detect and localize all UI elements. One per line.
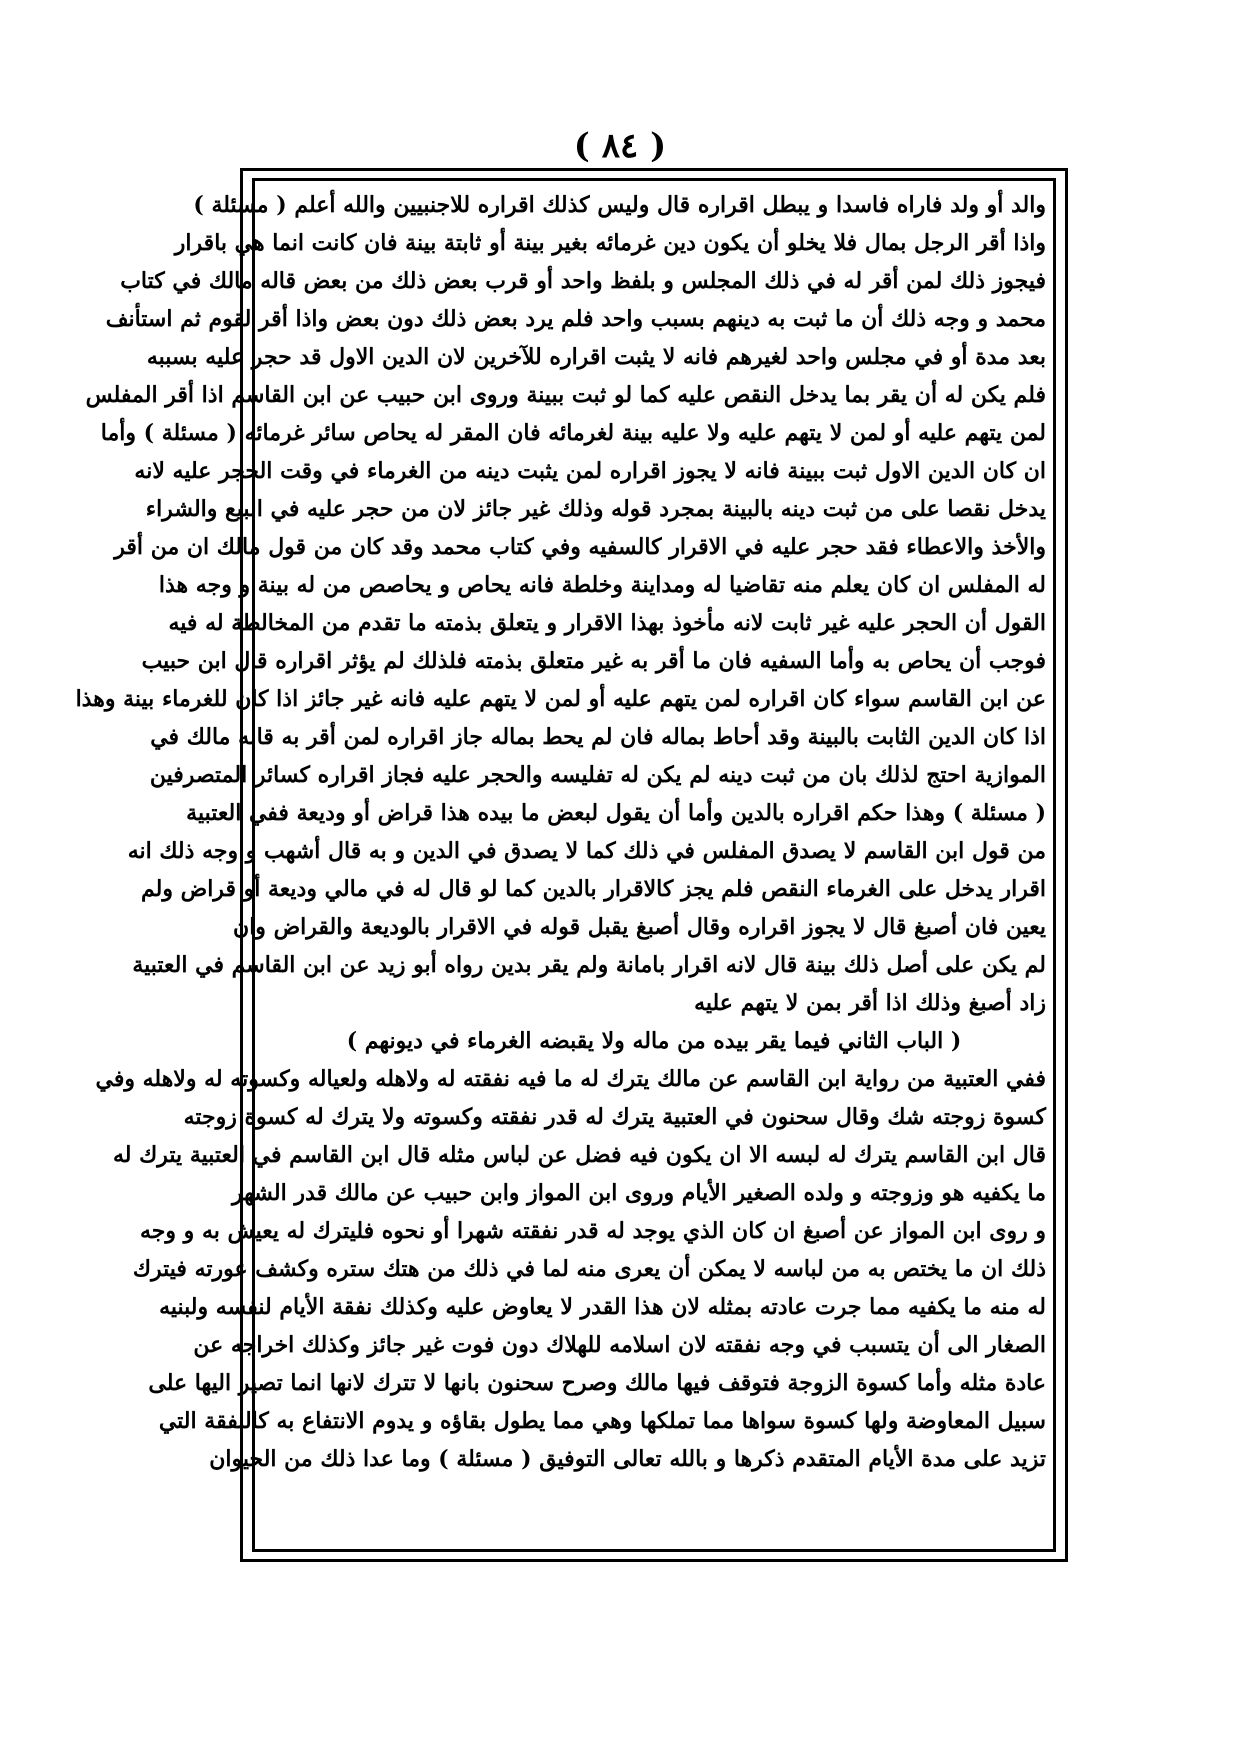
text-line: فوجب أن يحاص به وأما السفيه فان ما أقر به غير متعلق بذمته فلذلك لم يؤثر اقراره قال ابن حبيب (141, 648, 1046, 674)
chapter-heading: ( الباب الثاني فيما يقر بيده من ماله ولا يقبضه الغرماء في ديونهم ) (346, 1028, 962, 1054)
text-line: بعد مدة أو في مجلس واحد لغيرهم فانه لا يثبت اقراره للآخرين لان الدين الاول قد حجر عليه بسببه (146, 344, 1046, 370)
text-line: قال ابن القاسم يترك له لبسه الا ان يكون فيه فضل عن لباس مثله قال ابن القاسم في العتبية يترك له (112, 1142, 1046, 1168)
text-line: والأخذ والاعطاء فقد حجر عليه في الاقرار كالسفيه وفي كتاب محمد وقد كان من قول مالك ان من أقر (114, 534, 1046, 560)
text-line: محمد و وجه ذلك أن ما ثبت به دينهم بسبب واحد فلم يرد بعض ذلك دون بعض واذا أقر لقوم ثم استأنف (105, 306, 1046, 332)
text-line: عن ابن القاسم سواء كان اقراره لمن يتهم عليه أو لمن لا يتهم عليه فانه غير جائز اذا كان للغرماء بينة وهذا (75, 686, 1046, 712)
text-line: من قول ابن القاسم لا يصدق المفلس في ذلك كما لا يصدق في الدين و به قال أشهب و وجه ذلك انه (127, 838, 1046, 864)
text-line: له منه ما يكفيه مما جرت عادته بمثله لان هذا القدر لا يعاوض عليه وكذلك نفقة الأيام لنفسه ولبنيه (159, 1294, 1046, 1320)
text-line: الصغار الى أن يتسبب في وجه نفقته لان اسلامه للهلاك دون فوت غير جائز وكذلك اخراجه عن (193, 1332, 1046, 1358)
page-text-block (75, 184, 1050, 1546)
text-line: يعين فان أصبغ قال لا يجوز اقراره وقال أصبغ يقبل قوله في الاقرار بالوديعة والقراض وان (233, 914, 1046, 940)
text-line: الموازية احتج لذلك بان من ثبت دينه لم يكن له تفليسه والحجر عليه فجاز اقراره كسائر المتصرفين (149, 762, 1046, 788)
page-number: ( ٨٤ ) (573, 126, 667, 166)
text-line: والد أو ولد فاراه فاسدا و يبطل اقراره قال وليس كذلك اقراره للاجنبيين والله أعلم ( مسئلة ) (193, 192, 1046, 218)
text-line: لم يكن على أصل ذلك بينة قال لانه اقرار بامانة ولم يقر بدين رواه أبو زيد عن ابن القاسم في العتبية (132, 952, 1046, 978)
text-line: اذا كان الدين الثابت بالبينة وقد أحاط بماله فان لم يحط بماله جاز اقراره لمن أقر به قاله مالك في (150, 724, 1046, 750)
text-line: اقرار يدخل على الغرماء النقص فلم يجز كالاقرار بالدين كما لو قال له في مالي وديعة أو قراض ولم (140, 876, 1046, 902)
text-line: واذا أقر الرجل بمال فلا يخلو أن يكون دين غرمائه بغير بينة أو ثابتة بينة فان كانت انما هي باقرار (174, 230, 1046, 256)
text-line: تزيد على مدة الأيام المتقدم ذكرها و بالله تعالى التوفيق ( مسئلة ) وما عدا ذلك من الحيوان (209, 1446, 1046, 1472)
text-line: ذلك ان ما يختص به من لباسه لا يمكن أن يعرى منه لما في ذلك من هتك ستره وكشف عورته فيترك (132, 1256, 1046, 1282)
text-line: ففي العتبية من رواية ابن القاسم عن مالك يترك له ما فيه نفقته له ولاهله ولعياله وكسوته له ولاهله وفي (95, 1066, 1046, 1092)
text-line: و روى ابن المواز عن أصبغ ان كان الذي يوجد له قدر نفقته شهرا أو نحوه فليترك له يعيش به و وجه (140, 1218, 1046, 1244)
text-line: ان كان الدين الاول ثبت ببينة فانه لا يجوز اقراره لمن يثبت دينه من الغرماء في وقت الحجر عليه لانه (134, 458, 1046, 484)
text-line: كسوة زوجته شك وقال سحنون في العتبية يترك له قدر نفقته وكسوته ولا يترك له كسوة زوجته (183, 1104, 1046, 1130)
text-line: سبيل المعاوضة ولها كسوة سواها مما تملكها وهي مما يطول بقاؤه و يدوم الانتفاع به كالنفقة التي (158, 1408, 1046, 1434)
text-line: ما يكفيه هو وزوجته و ولده الصغير الأيام وروى ابن المواز وابن حبيب عن مالك قدر الشهر (232, 1180, 1046, 1206)
text-line: عادة مثله وأما كسوة الزوجة فتوقف فيها مالك وصرح سحنون بانها لا تترك لانها انما تصير اليها على (148, 1370, 1046, 1396)
text-line: فلم يكن له أن يقر بما يدخل النقص عليه كما لو ثبت ببينة وروى ابن حبيب عن ابن القاسم اذا أقر المفلس (85, 382, 1046, 408)
text-line: ( مسئلة ) وهذا حكم اقراره بالدين وأما أن يقول لبعض ما بيده هذا قراض أو وديعة ففي العتبية (186, 800, 1046, 826)
text-line: فيجوز ذلك لمن أقر له في ذلك المجلس و بلفظ واحد أو قرب بعض ذلك من بعض قاله مالك في كتاب (120, 268, 1046, 294)
text-line: له المفلس ان كان يعلم منه تقاضيا له ومداينة وخلطة فانه يحاص و يحاصص من له بينة و وجه هذا (158, 572, 1046, 598)
text-line: يدخل نقصا على من ثبت دينه بالبينة بمجرد قوله وذلك غير جائز لان من حجر عليه في البيع والشراء (145, 496, 1046, 522)
text-line: زاد أصبغ وذلك اذا أقر بمن لا يتهم عليه (694, 990, 1046, 1016)
text-line: القول أن الحجر عليه غير ثابت لانه مأخوذ بهذا الاقرار و يتعلق بذمته ما تقدم من المخالطة له فيه (168, 610, 1046, 636)
text-line: لمن يتهم عليه أو لمن لا يتهم عليه ولا عليه بينة لغرمائه فان المقر له يحاص سائر غرمائه ( مسئلة ) وأما (100, 420, 1046, 446)
